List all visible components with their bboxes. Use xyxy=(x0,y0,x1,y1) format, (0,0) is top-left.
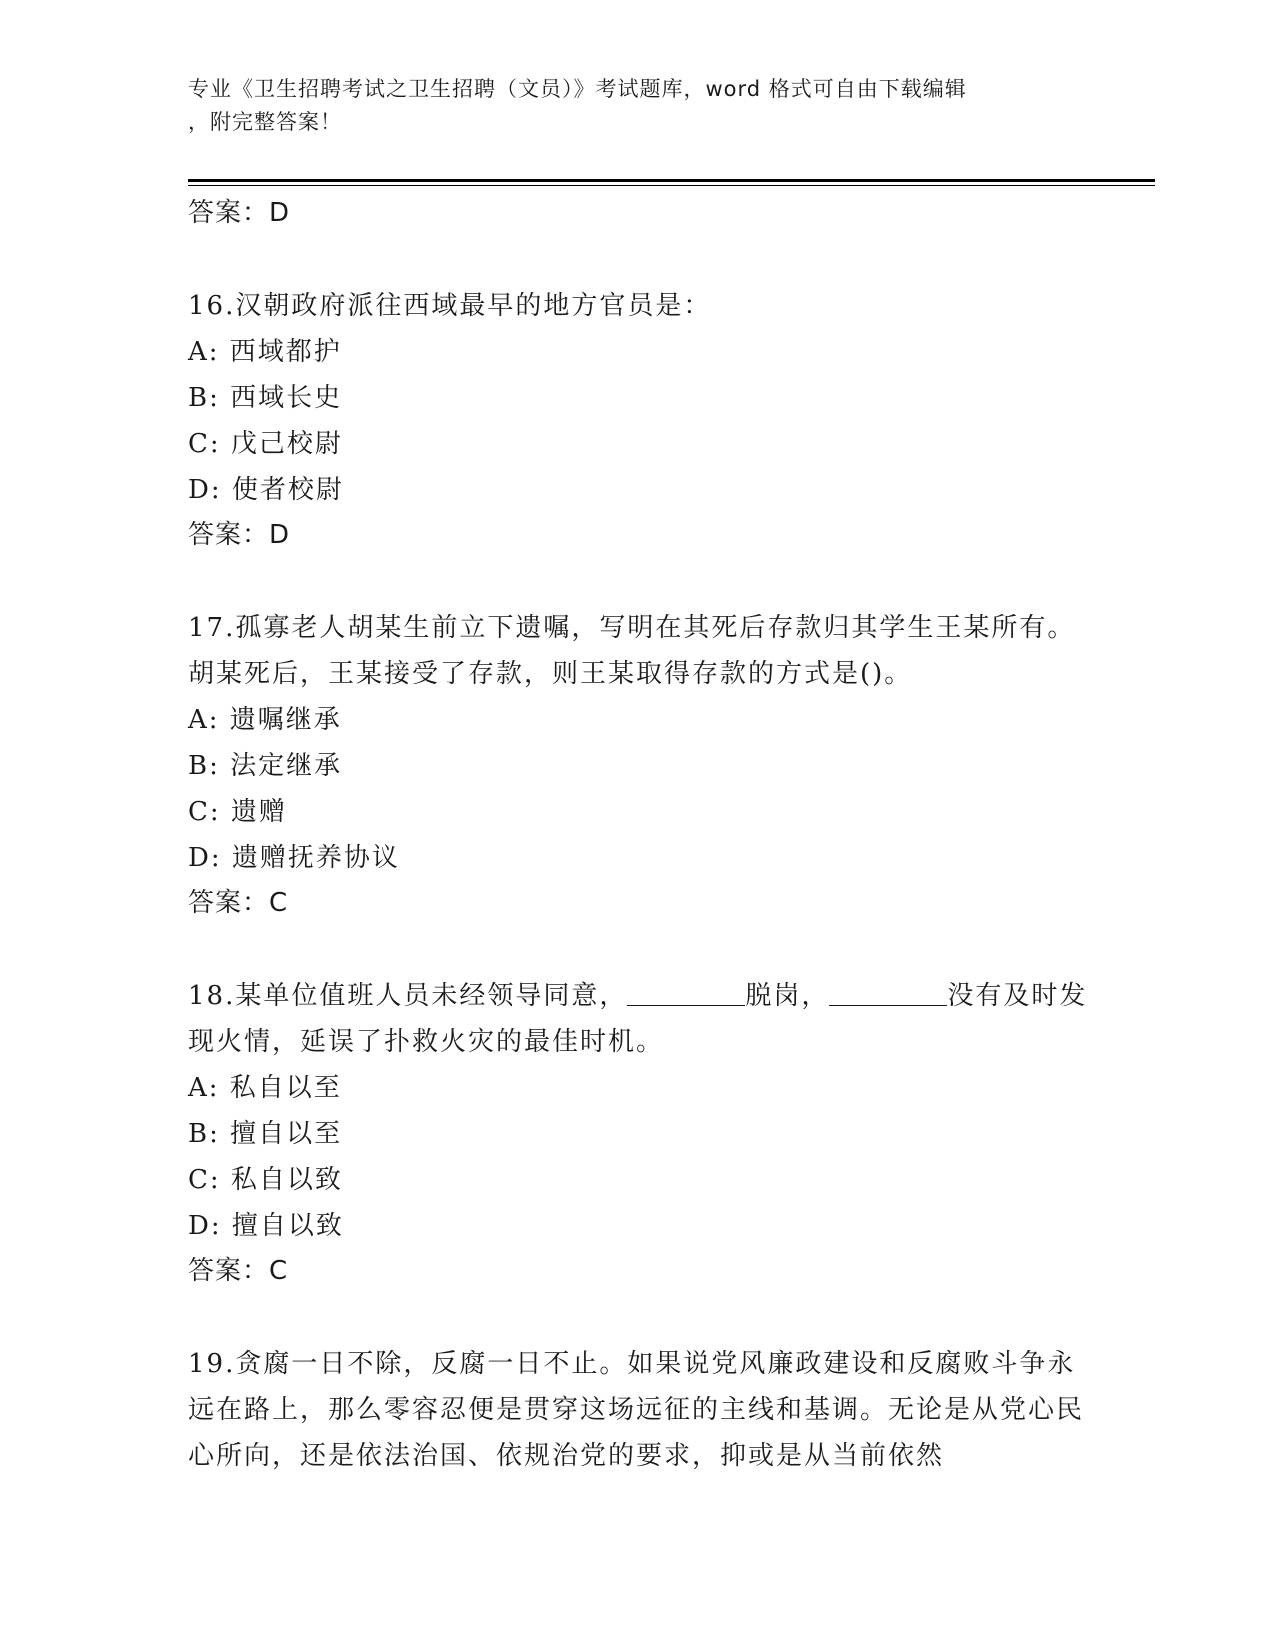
question-17-option-c: C: 遗赠 xyxy=(188,797,287,827)
question-16-option-c: C: 戊己校尉 xyxy=(188,429,343,459)
header-rule-thick xyxy=(188,179,1155,182)
header-line-2: ，附完整答案！ xyxy=(188,110,342,134)
question-18 xyxy=(188,973,1088,1293)
question-16-option-a: A: 西域都护 xyxy=(188,337,342,367)
question-17-option-a: A: 遗嘱继承 xyxy=(188,705,342,735)
question-19-stem: 19.贪腐一日不除，反腐一日不止。如果说党风廉政建设和反腐败斗争永远在路上，那么零容忍便是贯穿这场远征的主线和基调。无论是从党心民心所向，还是依法治国、依规治党的要求，抑或是从当前依然 xyxy=(188,1349,1085,1471)
question-18-stem xyxy=(188,973,1088,1065)
question-17 xyxy=(188,605,1088,925)
answer-q18: 答案：C xyxy=(188,1256,289,1286)
question-18-option-c: C: 私自以致 xyxy=(188,1165,343,1195)
question-16 xyxy=(188,283,1088,557)
question-18-stem-part-2: 脱岗， xyxy=(745,981,830,1011)
question-16-stem: 16.汉朝政府派往西域最早的地方官员是： xyxy=(188,291,712,321)
question-19 xyxy=(188,1341,1088,1479)
answer-q17: 答案：C xyxy=(188,888,289,918)
question-18-option-d: D: 擅自以致 xyxy=(188,1211,344,1241)
question-18-stem-part-3: 没有及时发现火情，延误了扑救火灾的最佳时机。 xyxy=(188,981,1088,1057)
question-17-option-d: D: 遗赠抚养协议 xyxy=(188,843,400,873)
question-16-option-b: B: 西域长史 xyxy=(188,383,343,413)
page-header xyxy=(188,73,1068,139)
question-16-option-d: D: 使者校尉 xyxy=(188,475,344,505)
header-line-1: 专业《卫生招聘考试之卫生招聘（文员）》考试题库，word 格式可自由下载编辑 xyxy=(188,77,967,101)
question-18-option-b: B: 擅自以至 xyxy=(188,1119,343,1149)
question-17-option-b: B: 法定继承 xyxy=(188,751,343,781)
answer-q16: 答案：D xyxy=(188,520,291,550)
question-18-stem-part-1: 18.某单位值班人员未经领导同意， xyxy=(188,981,628,1011)
header-rule-thin xyxy=(188,185,1155,186)
question-content xyxy=(188,191,1088,1479)
question-18-option-a: A: 私自以至 xyxy=(188,1073,342,1103)
fill-in-blank-2 xyxy=(829,975,947,1006)
answer-q15: 答案：D xyxy=(188,198,291,228)
question-17-stem: 17.孤寡老人胡某生前立下遗嘱，写明在其死后存款归其学生王某所有。胡某死后，王某接受了存款，则王某取得存款的方式是()。 xyxy=(188,613,1076,689)
fill-in-blank-1 xyxy=(627,975,745,1006)
